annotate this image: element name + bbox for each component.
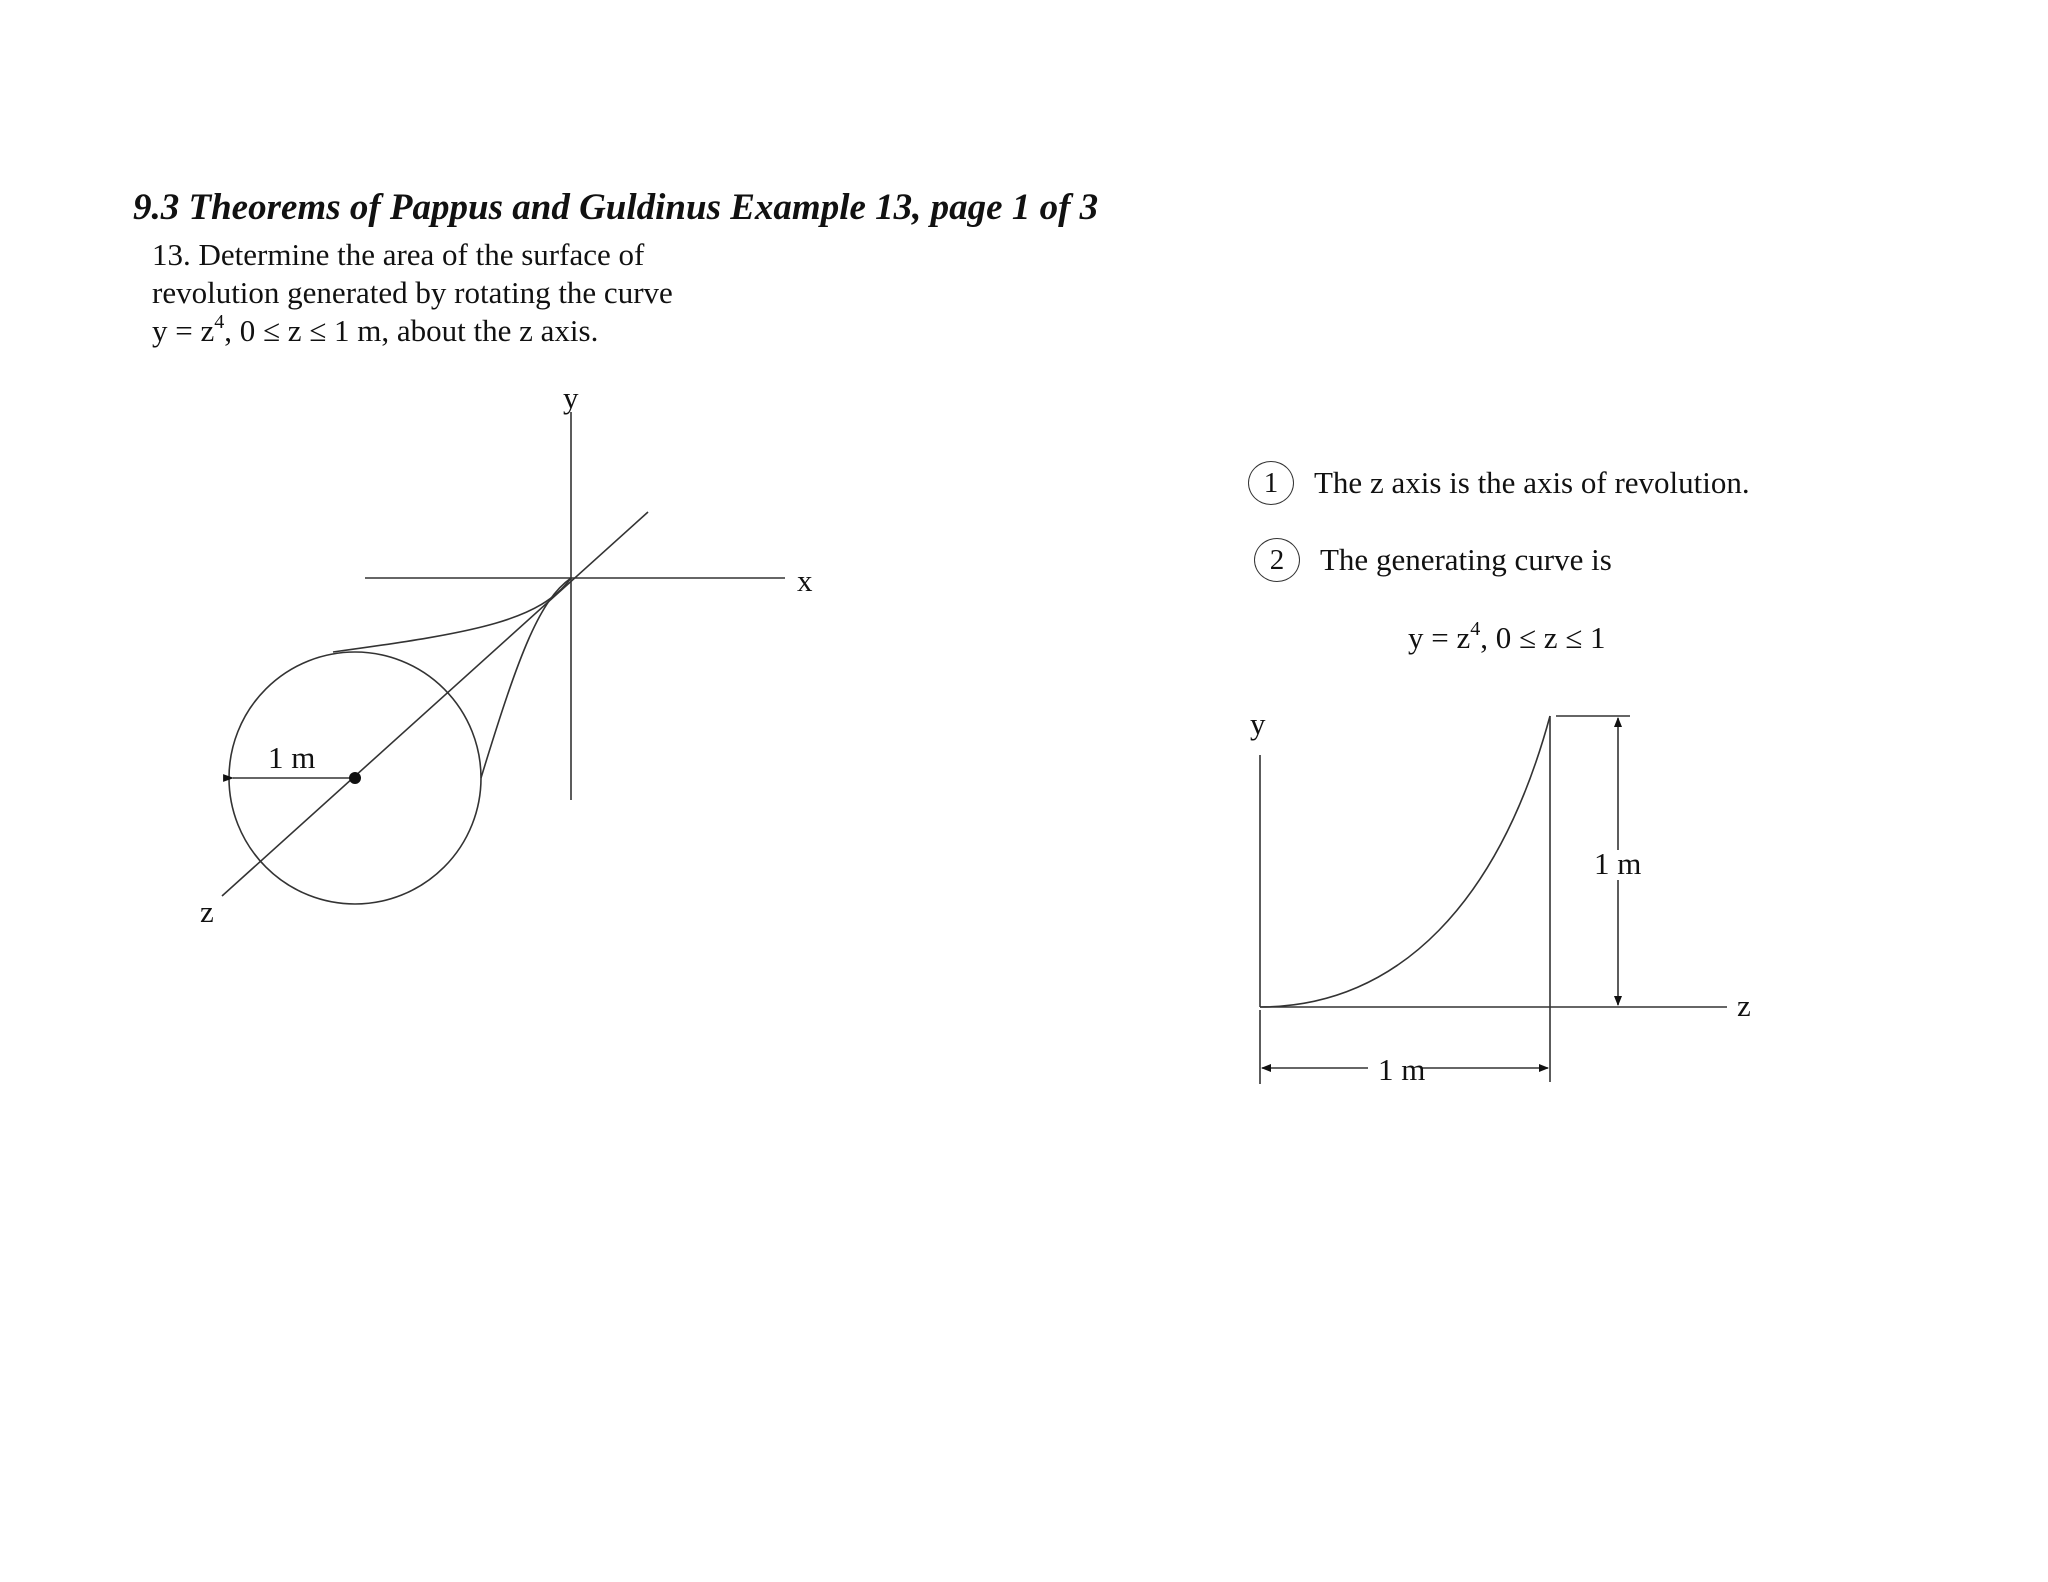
radius-label: 1 m	[268, 740, 316, 775]
right-z-axis-label: z	[1737, 988, 1751, 1023]
left-y-axis-label: y	[563, 380, 579, 415]
step-1-text: The z axis is the axis of revolution.	[1314, 465, 1750, 500]
step-2-text: The generating curve is	[1320, 542, 1612, 577]
problem-line-3: $y = z^4$, 0 ≤ z ≤ 1 m, about the z axis.	[152, 310, 599, 348]
height-label: 1 m	[1594, 846, 1642, 881]
width-label: 1 m	[1378, 1052, 1426, 1087]
curve-equation: $y = z^4$, 0 ≤ z ≤ 1	[1408, 617, 1606, 655]
problem-line-2: revolution generated by rotating the curve	[152, 275, 673, 310]
right-y-axis-label: y	[1250, 706, 1266, 741]
page-title: 9.3 Theorems of Pappus and Guldinus Example 13, page 1 of 3	[133, 187, 1099, 228]
step-1-badge: 1	[1248, 461, 1294, 505]
step-2-badge: 2	[1254, 538, 1300, 582]
left-z-axis-label: z	[200, 894, 214, 929]
problem-line-1: 13. Determine the area of the surface of	[152, 237, 645, 272]
left-x-axis-label: x	[797, 563, 813, 598]
curve-z4	[1260, 716, 1550, 1007]
